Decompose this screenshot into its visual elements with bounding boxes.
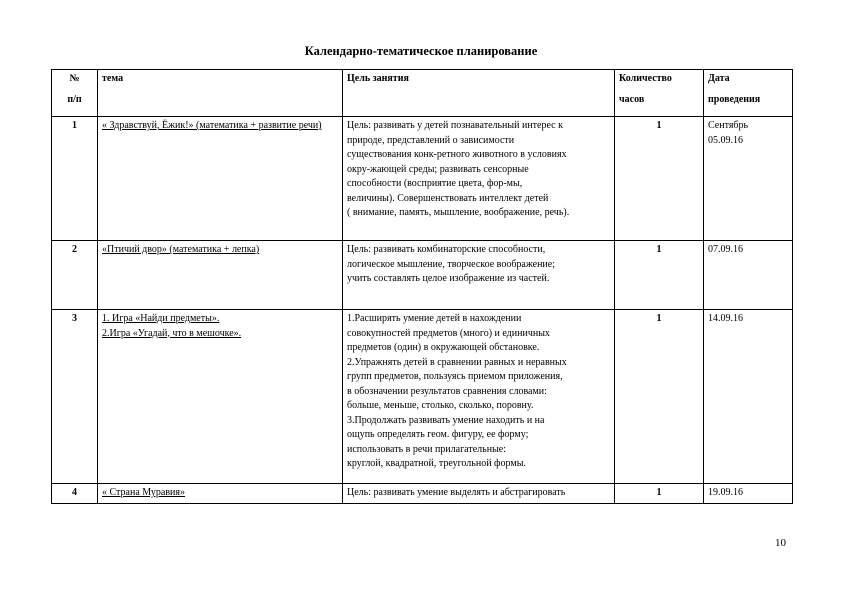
row-topic: «Птичий двор» (математика + лепка) [98, 241, 343, 310]
document-title: Календарно-тематическое планирование [304, 44, 538, 58]
page-number: 10 [775, 537, 786, 549]
header-goal: Цель занятия [343, 70, 615, 117]
header-quantity: Количество часов [615, 70, 704, 117]
row-goal: 1.Расширять умение детей в нахождении совокупностей предметов (много) и единичных предметов (один) в окружающей обстановке. 2.Упражнять детей в сравнении равных и неравных групп предметов, пользуясь приемом приложения, в обозначении результатов сравнения словами: больше, меньше, столько, сколько, поровну. 3.Продолжать развивать умение находить и на ощупь определять геом. фигуру, ее форму; использовать в речи прилагательные: круглой, квадратной, треугольной формы. [343, 310, 615, 484]
row-quantity: 1 [615, 117, 704, 241]
row-number: 4 [52, 484, 98, 504]
row-quantity: 1 [615, 310, 704, 484]
header-date: Дата проведения [704, 70, 793, 117]
header-number: № п/п [52, 70, 98, 117]
table-row [52, 241, 793, 310]
row-quantity: 1 [615, 484, 704, 504]
row-number: 2 [52, 241, 98, 310]
row-goal: Цель: развивать у детей познавательный интерес к природе, представлений о зависимости существования конк-ретного животного в условиях окру-жающей среды; развивать сенсорные способности (восприятие цвета, фор-мы, величины). Совершенствовать интеллект детей ( внимание, память, мышление, воображение, речь). [343, 117, 615, 241]
row-topic: 1. Игра «Найди предметы». 2.Игра «Угадай, что в мешочке». [98, 310, 343, 484]
row-number: 1 [52, 117, 98, 241]
table-row [52, 310, 793, 484]
row-topic: « Здравствуй, Ёжик!» (математика + развитие речи) [98, 117, 343, 241]
row-goal: Цель: развивать умение выделять и абстрагировать [343, 484, 615, 504]
row-date: 07.09.16 [704, 241, 793, 310]
table-row [52, 117, 793, 241]
row-quantity: 1 [615, 241, 704, 310]
row-date: 14.09.16 [704, 310, 793, 484]
plan-table [51, 69, 793, 504]
row-goal: Цель: развивать комбинаторские способности, логическое мышление, творческое воображение; учить составлять целое изображение из частей. [343, 241, 615, 310]
header-row [52, 70, 793, 117]
table-row [52, 484, 793, 504]
row-date: Сентябрь 05.09.16 [704, 117, 793, 241]
row-date: 19.09.16 [704, 484, 793, 504]
row-number: 3 [52, 310, 98, 484]
header-topic: тема [98, 70, 343, 117]
row-topic: « Страна Муравия» [98, 484, 343, 504]
